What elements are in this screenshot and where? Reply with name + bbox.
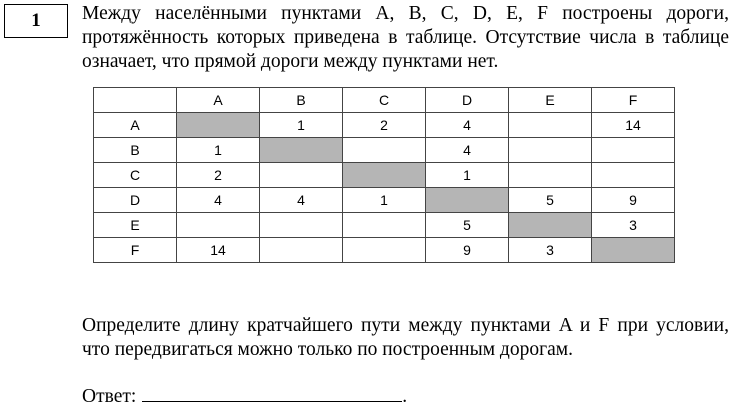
- table-row: [94, 213, 675, 238]
- distance-cell: [509, 138, 592, 163]
- distance-cell: [509, 163, 592, 188]
- task-number-box: [4, 4, 68, 38]
- table-row: [94, 188, 675, 213]
- row-header: D: [94, 188, 177, 213]
- question-text: Определите длину кратчайшего пути между пунктами A и F при условии, что передвигаться можно только по построенным дорогам.: [82, 315, 729, 360]
- diagonal-cell: [509, 213, 592, 238]
- distance-cell: 5: [509, 188, 592, 213]
- column-header: A: [177, 88, 260, 113]
- column-header: B: [260, 88, 343, 113]
- distance-cell: 3: [509, 238, 592, 263]
- column-header: F: [592, 88, 675, 113]
- answer-period: .: [402, 386, 408, 407]
- table-row: [94, 163, 675, 188]
- table-row: [94, 238, 675, 263]
- distance-cell: 4: [426, 138, 509, 163]
- row-header: E: [94, 213, 177, 238]
- problem-statement: Между населёнными пунктами A, B, C, D, E, F построены дороги, протяжённость которых приведена в таблице. Отсутствие числа в таблице означает, что прямой дороги между пунктами нет.: [82, 3, 729, 72]
- distance-cell: [343, 213, 426, 238]
- row-header: A: [94, 113, 177, 138]
- answer-label: Ответ:: [82, 386, 137, 407]
- distance-cell: [509, 113, 592, 138]
- distance-cell: 4: [426, 113, 509, 138]
- distance-cell: [260, 163, 343, 188]
- diagonal-cell: [592, 238, 675, 263]
- diagonal-cell: [343, 163, 426, 188]
- distance-cell: [343, 138, 426, 163]
- distance-cell: [592, 163, 675, 188]
- distance-cell: [343, 238, 426, 263]
- diagonal-cell: [260, 138, 343, 163]
- distance-cell: 9: [426, 238, 509, 263]
- row-header: B: [94, 138, 177, 163]
- distance-cell: 3: [592, 213, 675, 238]
- table-corner-cell: [94, 88, 177, 113]
- column-header: D: [426, 88, 509, 113]
- distance-cell: [177, 213, 260, 238]
- diagonal-cell: [177, 113, 260, 138]
- row-header: C: [94, 163, 177, 188]
- answer-blank[interactable]: [142, 385, 402, 402]
- table-row: [94, 113, 675, 138]
- diagonal-cell: [426, 188, 509, 213]
- distance-cell: 1: [426, 163, 509, 188]
- distance-cell: 1: [343, 188, 426, 213]
- table-row: [94, 138, 675, 163]
- distance-cell: 4: [177, 188, 260, 213]
- row-header: F: [94, 238, 177, 263]
- column-header: C: [343, 88, 426, 113]
- distance-cell: 9: [592, 188, 675, 213]
- distance-cell: 2: [177, 163, 260, 188]
- table-header-row: [94, 88, 675, 113]
- answer-line: [82, 385, 407, 409]
- distance-cell: 1: [177, 138, 260, 163]
- distance-cell: [592, 138, 675, 163]
- distance-cell: 14: [177, 238, 260, 263]
- task-number: 1: [31, 10, 41, 31]
- distance-cell: 14: [592, 113, 675, 138]
- distance-cell: 5: [426, 213, 509, 238]
- distance-cell: [260, 213, 343, 238]
- distance-cell: 4: [260, 188, 343, 213]
- distance-table: [93, 87, 675, 263]
- distance-cell: 1: [260, 113, 343, 138]
- distance-cell: 2: [343, 113, 426, 138]
- column-header: E: [509, 88, 592, 113]
- distance-cell: [260, 238, 343, 263]
